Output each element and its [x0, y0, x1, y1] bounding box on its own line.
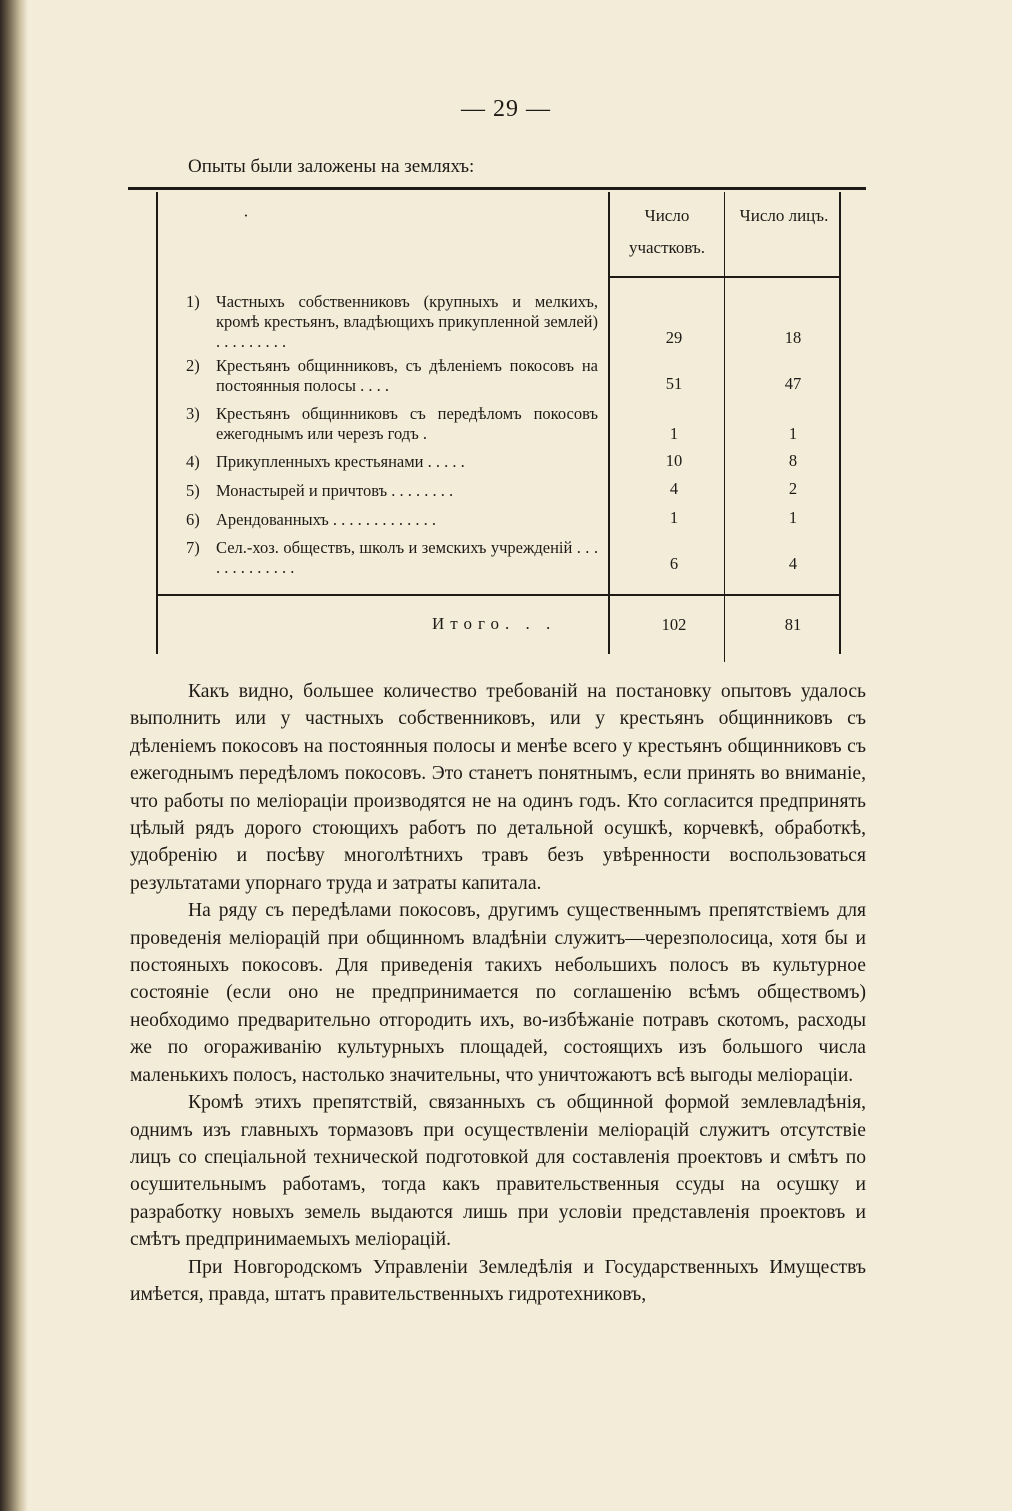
cell-plots: 6	[669, 554, 679, 573]
cell-plots: 4	[669, 479, 679, 498]
row-number: 5)	[186, 481, 200, 500]
table-head-dot: ·	[243, 206, 249, 225]
paragraph: Кромѣ этихъ препятствій, связанныхъ съ общинной формой землевладѣнія, однимъ изъ главныхъ тормазовъ при осуществленіи меліорацій служитъ отсутствіе лицъ со спеціальной технической подготовкой для составленія проектовъ и смѣтъ по осушительнымъ работамъ, тогда какъ правительственныя ссуды на осушку и разработку новыхъ земель выдаются лишь при условіи представленія проектовъ и смѣтъ предпринимаемыхъ меліорацій.	[130, 1092, 866, 1251]
table-row-label	[186, 481, 598, 501]
table-row-label	[186, 452, 598, 472]
row-text: Крестьянъ общинниковъ, съ дѣленіемъ покосовъ на постоянныя полосы . . . .	[216, 356, 598, 395]
table-intro: Опыты были заложены на земляхъ:	[188, 156, 475, 177]
table-row-label	[186, 538, 598, 578]
cell-plots: 1	[669, 424, 679, 443]
table-left-border	[156, 192, 158, 654]
total-persons: 81	[784, 615, 802, 634]
row-text: Крестьянъ общинниковъ съ передѣломъ покосовъ ежегоднымъ или черезъ годъ .	[216, 404, 598, 443]
table-row-label	[186, 292, 598, 352]
total-plots: 102	[661, 615, 687, 634]
table-right-border	[839, 192, 841, 654]
row-text: Прикупленныхъ крестьянами . . . . .	[216, 452, 465, 471]
cell-plots: 1	[669, 508, 679, 527]
cell-plots: 29	[665, 328, 683, 347]
row-text: Арендованныхъ . . . . . . . . . . . . .	[216, 510, 437, 529]
cell-persons: 2	[788, 479, 798, 498]
page-binding-edge	[0, 0, 20, 1511]
page-binding-shadow	[20, 0, 28, 1511]
paragraph: Какъ видно, большее количество требованій на постановку опытовъ удалось выполнить или у частныхъ собственниковъ, или у крестьянъ общинниковъ съ дѣленіемъ покосовъ на постоянныя полосы и менѣе всего у крестьянъ общинниковъ съ ежегоднымъ передѣломъ покосовъ. Это станетъ понятнымъ, если принять во вниманіе, что работы по меліораціи производятся не на одинъ годъ. Кто согласится предпринять цѣлый рядъ дорого стоющихъ работъ по детальной осушкѣ, корчевкѣ, обработкѣ, удобренію и посѣву многолѣтнихъ травъ безъ увѣренности воспользоваться результатами упорнаго труда и затраты капитала.	[130, 681, 866, 894]
page-number: — 29 —	[461, 96, 551, 122]
table-row-label	[186, 404, 598, 444]
cell-persons: 1	[788, 508, 798, 527]
total-label: Итого. . .	[432, 614, 557, 633]
cell-persons: 18	[784, 328, 802, 347]
paragraph: При Новгородскомъ Управленіи Земледѣлія и Государственныхъ Имуществъ имѣется, правда, штатъ правительственныхъ гидротехниковъ,	[130, 1256, 866, 1305]
table-top-rule	[128, 187, 866, 190]
table-col-divider-1	[608, 192, 610, 654]
row-number: 3)	[186, 404, 200, 423]
header-persons	[730, 200, 838, 232]
row-text: Частныхъ собственниковъ (крупныхъ и мелкихъ, кромѣ крестьянъ, владѣющихъ прикупленной землей) . . . . . . . . .	[216, 292, 598, 351]
cell-plots: 51	[665, 374, 683, 393]
cell-persons: 1	[788, 424, 798, 443]
row-number: 1)	[186, 292, 200, 311]
row-number: 7)	[186, 538, 200, 557]
row-text: Сел.-хоз. обществъ, школъ и земскихъ учрежденій . . . . . . . . . . . . .	[216, 538, 598, 577]
row-number: 6)	[186, 510, 200, 529]
table-row-label	[186, 356, 598, 396]
table-row-label	[186, 510, 598, 530]
cell-persons: 8	[788, 451, 798, 470]
row-number: 4)	[186, 452, 200, 471]
row-number: 2)	[186, 356, 200, 375]
table-total-rule	[158, 594, 841, 596]
body-text	[130, 678, 866, 1308]
cell-persons: 47	[784, 374, 802, 393]
cell-plots: 10	[665, 451, 683, 470]
header-plots-text: Число участковъ.	[628, 206, 706, 257]
table-header-rule	[608, 276, 841, 278]
header-plots	[612, 200, 722, 264]
row-text: Монастырей и причтовъ . . . . . . . .	[216, 481, 454, 500]
paragraph: На ряду съ передѣлами покосовъ, другимъ существеннымъ препятствіемъ для проведенія меліорацій при общинномъ владѣніи служитъ—черезполосица, хотя бы и постояныхъ покосовъ. Для приведенія такихъ небольшихъ полосъ въ культурное состояніе (если оно не предпринимается по соглашенію всѣмъ обществомъ) необходимо предварительно отгородить ихъ, во-избѣжаніе потравъ скотомъ, расходы же по огораживанію культурныхъ площадей, состоящихъ изъ большого числа маленькихъ полосъ, настолько значительны, что уничтожаютъ всѣ выгоды меліораціи.	[130, 900, 866, 1086]
header-persons-text: Число лицъ.	[739, 206, 829, 225]
cell-persons: 4	[788, 554, 798, 573]
